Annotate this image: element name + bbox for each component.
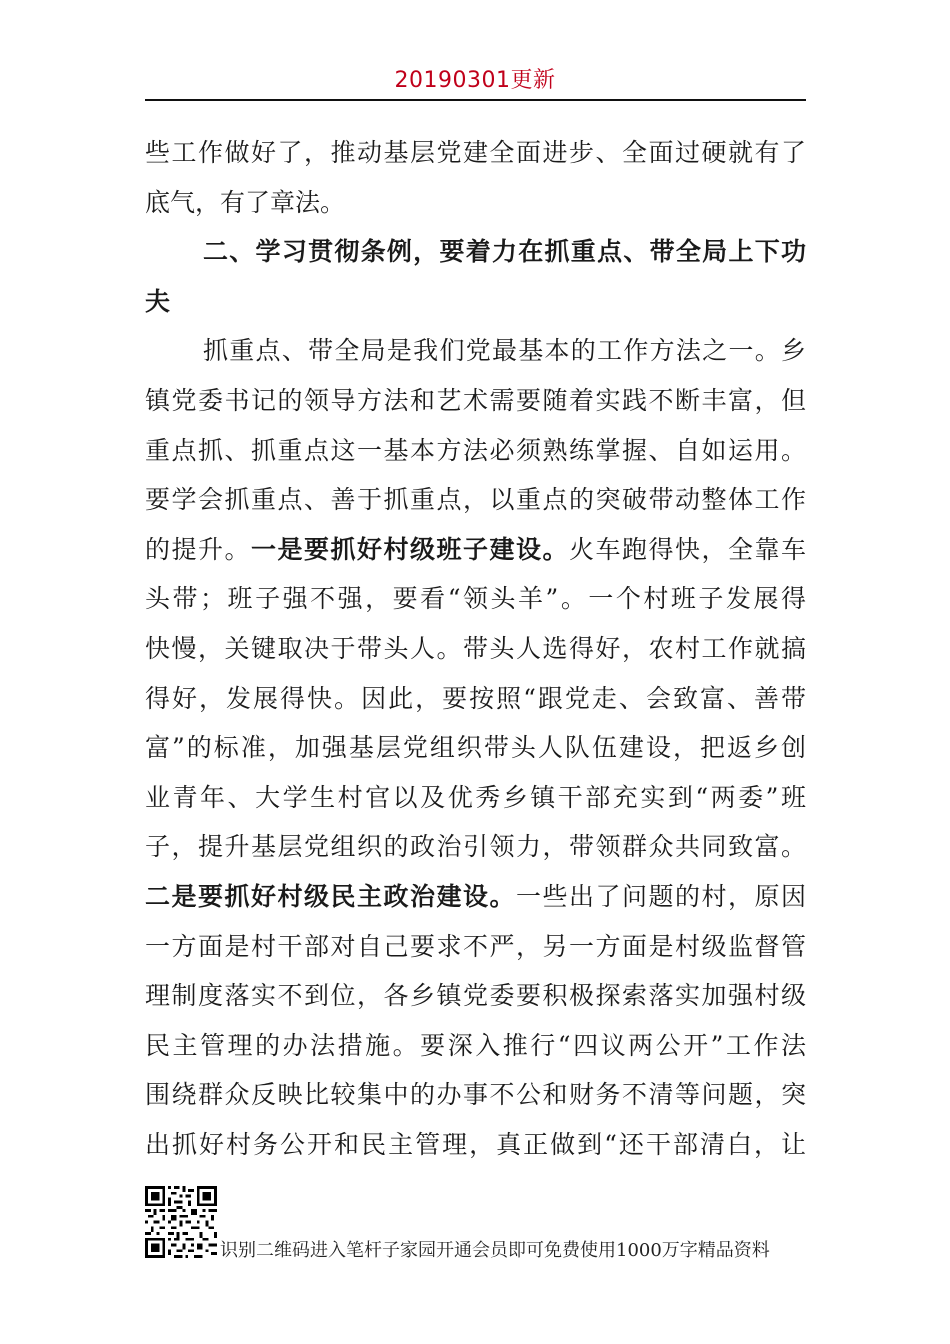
paragraph-line: 些工作做好了，推动基层党建全面进步、全面过硬就有了 — [145, 138, 806, 167]
bold-point-one: 一是要抓好村级班子建设。 — [251, 534, 569, 564]
section-heading: 二、学习贯彻条例，要着力在抓重点、带全局上下功 — [203, 237, 806, 267]
paragraph-line-mixed — [145, 872, 806, 922]
paragraph-line: 民主管理的办法措施。要深入推行“四议两公开”工作法 — [145, 1030, 806, 1060]
paragraph-line: 快慢，关键取决于带头人。带头人选得好，农村工作就搞 — [145, 633, 806, 663]
paragraph-line: 底气，有了章法。 — [145, 187, 346, 217]
paragraph-line-mixed — [145, 525, 806, 575]
line-text: 火车跑得快，全靠车 — [568, 534, 806, 564]
paragraph-line: 围绕群众反映比较集中的办事不公和财务不清等问题，突 — [145, 1080, 806, 1110]
paragraph-line: 一方面是村干部对自己要求不严，另一方面是村级监督管 — [145, 931, 806, 961]
paragraph-line: 子，提升基层党组织的政治引领力，带领群众共同致富。 — [145, 832, 806, 862]
paragraph-line: 富”的标准，加强基层党组织带头人队伍建设，把返乡创 — [145, 733, 806, 763]
header-divider — [145, 99, 806, 101]
section-heading-cont: 夫 — [145, 286, 171, 316]
line-text: 一些出了问题的村，原因 — [515, 881, 806, 911]
line-text: 的提升。 — [145, 534, 251, 564]
document-body — [145, 128, 806, 1169]
bold-point-two: 二是要抓好村级民主政治建设。 — [145, 881, 516, 911]
paragraph-line: 镇党委书记的领导方法和艺术需要随着实践不断丰富，但 — [145, 385, 806, 415]
paragraph-line: 出抓好村务公开和民主管理，真正做到“还干部清白，让 — [145, 1129, 806, 1159]
paragraph-line: 重点抓、抓重点这一基本方法必须熟练掌握、自如运用。 — [145, 435, 806, 465]
paragraph-line: 头带；班子强不强，要看“领头羊”。一个村班子发展得 — [145, 584, 806, 614]
paragraph-line: 业青年、大学生村官以及优秀乡镇干部充实到“两委”班 — [145, 782, 806, 812]
paragraph-line: 理制度落实不到位，各乡镇党委要积极探索落实加强村级 — [145, 981, 806, 1011]
paragraph-line: 要学会抓重点、善于抓重点，以重点的突破带动整体工作 — [145, 485, 806, 515]
footer-promo-text: 识别二维码进入笔杆子家园开通会员即可免费使用1000万字精品资料 — [220, 1240, 770, 1261]
qr-code-icon[interactable] — [145, 1186, 217, 1258]
paragraph-line: 抓重点、带全局是我们党最基本的工作方法之一。乡 — [203, 336, 806, 366]
paragraph-line: 得好，发展得快。因此，要按照“跟党走、会致富、善带 — [145, 683, 806, 713]
header-title: 20190301更新 — [394, 68, 556, 93]
